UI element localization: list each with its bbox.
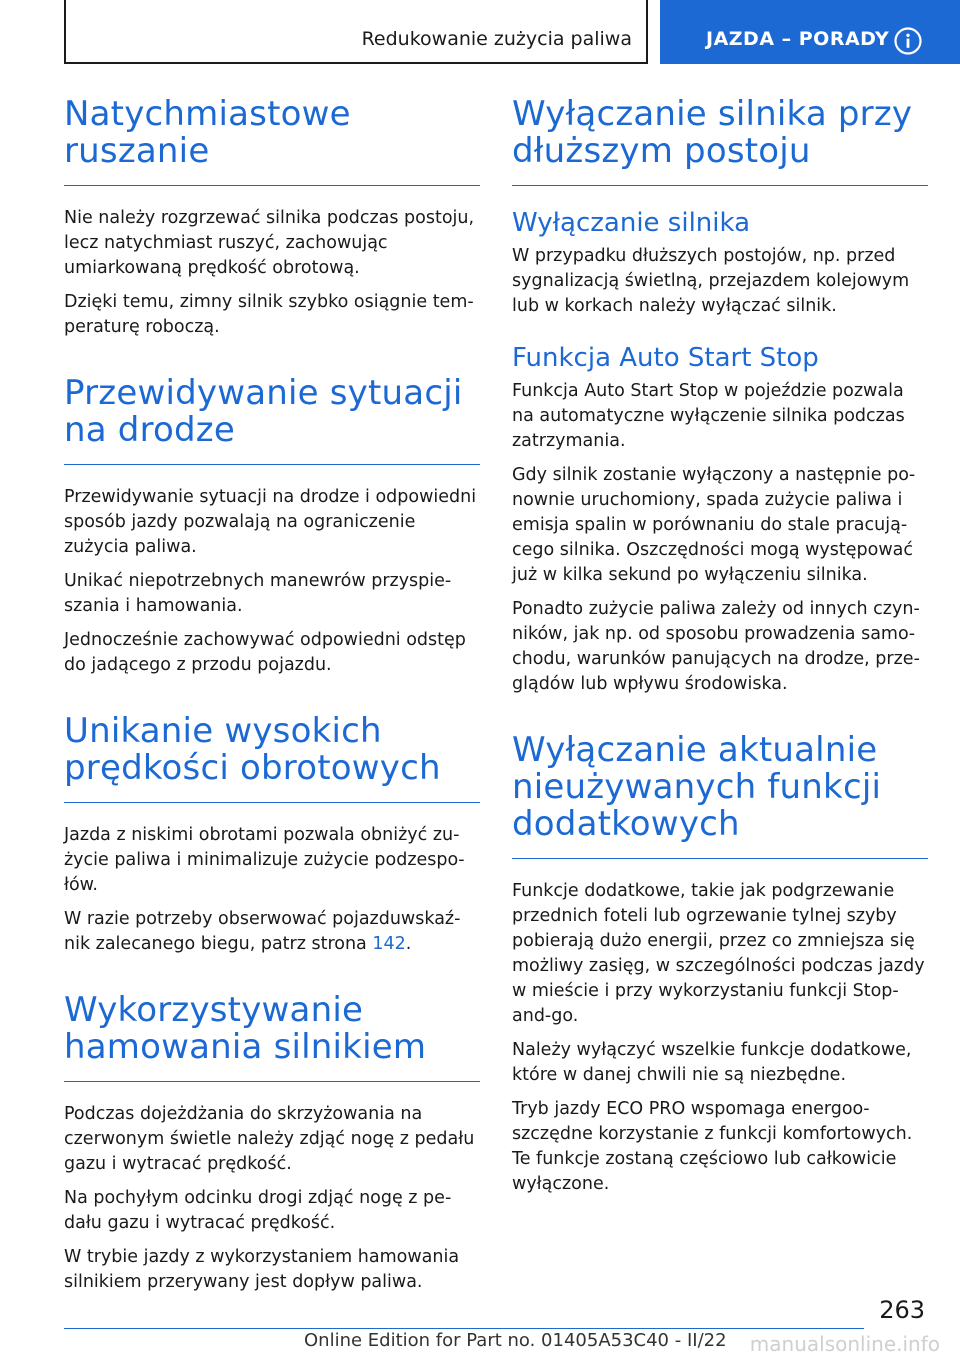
section-engine-off-long-stop	[512, 96, 928, 697]
chapter-tab[interactable]	[660, 0, 960, 64]
paragraph: Nie należy rozgrzewać silnika podczas postoju, lecz natychmiast ruszyć, zachowując umiarkowaną prędkość obrotową.	[64, 208, 475, 278]
paragraph	[64, 907, 480, 957]
paragraph: Ponadto zużycie paliwa zależy od innych czynników, jak np. od sposobu prowadzenia samochodu, warunków panujących na drodze, przeglądów lub wpływu środowiska.	[512, 599, 920, 694]
section-disable-extra-functions	[512, 732, 928, 1197]
section-heading: Unikanie wysokich prędkości obrotowych	[64, 713, 480, 803]
subsection-heading: Funkcja Auto Start Stop	[512, 343, 819, 373]
section-anticipation	[64, 375, 480, 678]
paragraph: Na pochyłym odcinku drogi zdjąć nogę z pedału gazu i wytracać prędkość.	[64, 1188, 452, 1233]
section-heading: Wyłączanie aktualnie nieużywanych funkcji dodatkowych	[512, 732, 928, 859]
section-engine-braking	[64, 992, 480, 1295]
paragraph: Gdy silnik zostanie wyłączony a następnie ponownie uruchomiony, spada zużycie paliwa i emisja spalin w porównaniu do stale pracującego silnika. Oszczędności mogą występować już w kilka sekund po wyłączeniu silnika.	[512, 465, 916, 585]
paragraph: Należy wyłączyć wszelkie funkcje dodatkowe, które w danej chwili nie są niezbędne.	[512, 1040, 912, 1085]
paragraph-text: W razie potrzeby obserwować pojazduwskaźnik zalecanego biegu, patrz strona	[64, 909, 461, 954]
paragraph: W trybie jazdy z wykorzystaniem hamowania silnikiem przerywany jest dopływ paliwa.	[64, 1247, 460, 1292]
paragraph: Dzięki temu, zimny silnik szybko osiągnie temperaturę roboczą.	[64, 292, 474, 337]
page-number: 263	[879, 1296, 925, 1324]
section-immediate-start	[64, 96, 480, 340]
watermark: manualsonline.info	[749, 1332, 940, 1356]
left-column	[64, 96, 480, 1304]
section-heading: Wykorzystywanie hamowania silnikiem	[64, 992, 480, 1082]
chapter-tab-label: JAZDA – PORADY	[706, 28, 890, 50]
right-column	[512, 96, 928, 1206]
page-reference-link[interactable]: 142	[372, 934, 406, 954]
footer-edition: Online Edition for Part no. 01405A53C40 - II/22	[304, 1330, 727, 1351]
header-title: Redukowanie zużycia paliwa	[361, 28, 632, 50]
paragraph-text: .	[405, 934, 412, 954]
section-heading: Wyłączanie silnika przy dłuższym postoju	[512, 96, 928, 186]
subsection-heading: Wyłączanie silnika	[512, 208, 751, 238]
paragraph: Funkcja Auto Start Stop w pojeździe pozwala na automatyczne wyłączenie silnika podczas zatrzymania.	[512, 381, 905, 451]
paragraph: Przewidywanie sytuacji na drodze i odpowiedni sposób jazdy pozwalają na ograniczenie zużycia paliwa.	[64, 487, 477, 557]
section-heading: Natychmiastowe ruszanie	[64, 96, 480, 186]
header-box	[64, 0, 648, 64]
section-avoid-high-rpm	[64, 713, 480, 957]
paragraph: Tryb jazdy ECO PRO wspomaga energooszczędne korzystanie z funkcji komfortowych. Te funkcje zostaną częściowo lub całkowicie wyłączone.	[512, 1099, 913, 1194]
section-heading: Przewidywanie sytuacji na drodze	[64, 375, 480, 465]
footer-divider	[64, 1328, 864, 1329]
paragraph: Unikać niepotrzebnych manewrów przyspieszania i hamowania.	[64, 571, 452, 616]
paragraph: Jazda z niskimi obrotami pozwala obniżyć zużycie paliwa i minimalizuje zużycie podzespołów.	[64, 825, 465, 895]
paragraph: Jednocześnie zachowywać odpowiedni odstęp do jadącego z przodu pojazdu.	[64, 630, 466, 675]
paragraph: Podczas dojeżdżania do skrzyżowania na czerwonym świetle należy zdjąć nogę z pedału gazu i wytracać prędkość.	[64, 1104, 475, 1174]
info-icon	[893, 26, 923, 56]
paragraph: W przypadku dłuższych postojów, np. przed sygnalizacją świetlną, przejazdem kolejowym lub w korkach należy wyłączać silnik.	[512, 246, 910, 316]
paragraph: Funkcje dodatkowe, takie jak podgrzewanie przednich foteli lub ogrzewanie tylnej szyby pobierają dużo energii, przez co zmniejsza się możliwy zasięg, w szczególności podczas jazdy w mieście i przy wykorzystaniu funkcji Stop-and-go.	[512, 881, 925, 1026]
